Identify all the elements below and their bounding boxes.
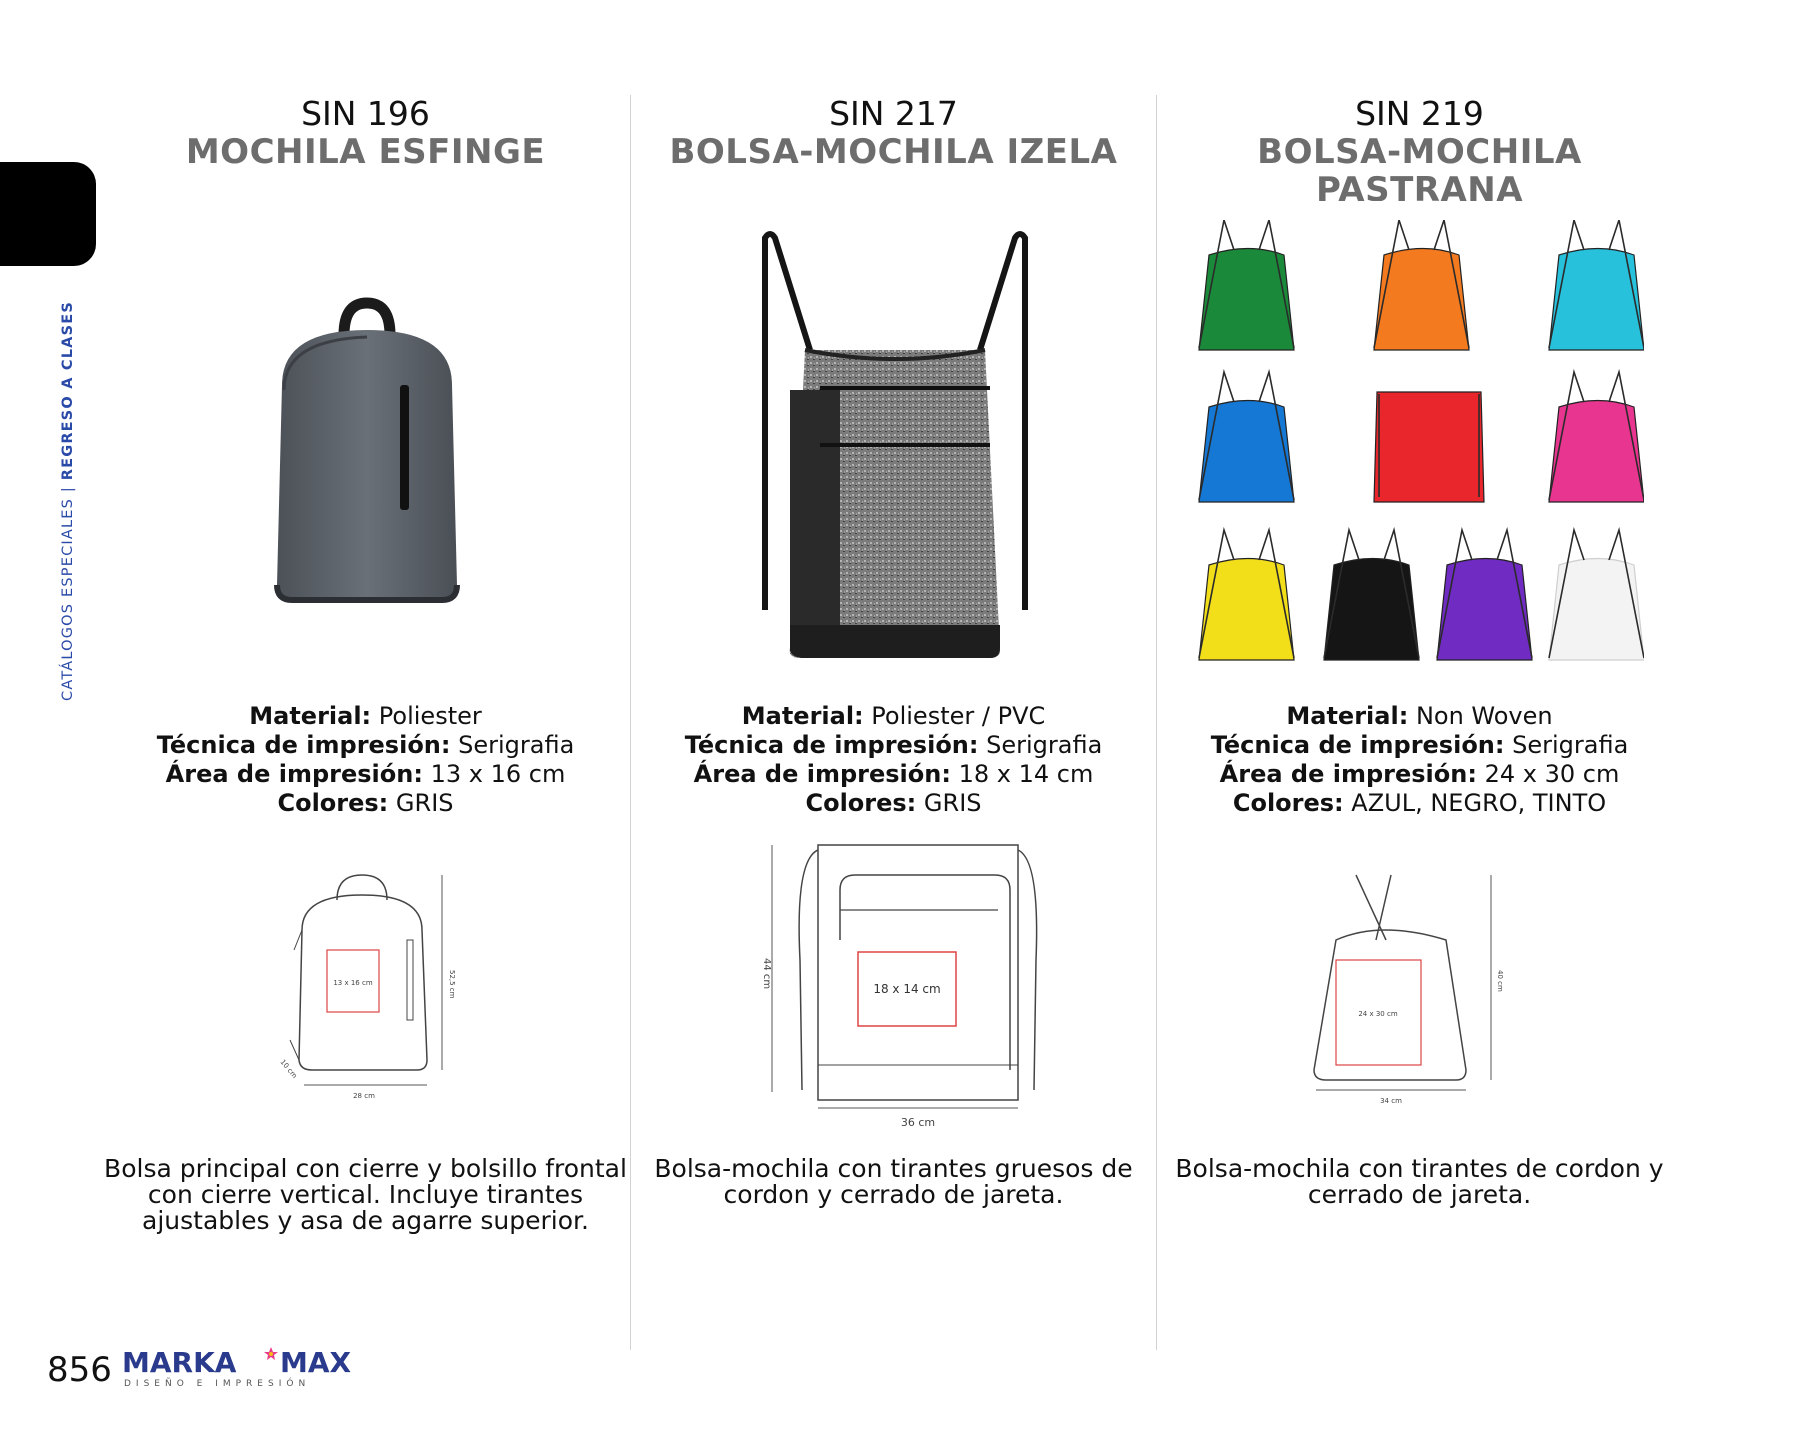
product-name: BOLSA-MOCHILA IZELA [669, 132, 1118, 172]
spec-technique: Técnica de impresión: Serigrafia [1210, 731, 1629, 759]
diagram-depth-label: 10 cm [278, 1058, 299, 1080]
spec-material: Material: Non Woven [1286, 702, 1553, 730]
color-swatch-bag [1324, 530, 1419, 660]
color-swatch-bag [1374, 220, 1469, 350]
logo-star-icon [264, 1347, 278, 1360]
color-swatch-bag [1549, 372, 1644, 502]
section-label [60, 301, 76, 701]
product-description: Bolsa principal con cierre y bolsillo frontal con cierre vertical. Incluye tirantes ajustables y asa de agarre superior. [104, 1154, 627, 1235]
product-code: SIN 219 [1355, 94, 1484, 133]
product-photo-drawstring-bag [750, 230, 1040, 660]
product-specs [630, 702, 1157, 818]
diagram-area-label: 18 x 14 cm [873, 982, 941, 996]
dimension-diagram [272, 870, 472, 1110]
diagram-height-label: 40 cm [1496, 970, 1504, 992]
spec-colors: Colores: GRIS [277, 789, 454, 817]
color-swatch-bag [1199, 220, 1294, 350]
diagram-height-label: 44 cm [761, 958, 772, 990]
diagram-area-label: 24 x 30 cm [1358, 1010, 1398, 1018]
logo-text-max: MAX [280, 1346, 352, 1379]
diagram-area-label: 13 x 16 cm [333, 979, 373, 987]
spec-technique: Técnica de impresión: Serigrafia [156, 731, 575, 759]
spec-area: Área de impresión: 13 x 16 cm [165, 760, 566, 788]
color-swatch-bag [1437, 530, 1532, 660]
page-number: 856 [47, 1350, 112, 1390]
product-color-swatches [1194, 220, 1644, 670]
section-tab [0, 162, 96, 266]
product-description: Bolsa-mochila con tirantes gruesos de cordon y cerrado de jareta. [654, 1154, 1133, 1209]
dimension-diagram [1306, 870, 1536, 1110]
color-swatch-bag [1549, 220, 1644, 350]
product-name: BOLSA-MOCHILA PASTRANA [1257, 133, 1582, 201]
color-swatch-bag [1199, 372, 1294, 502]
product-code: SIN 196 [301, 94, 430, 133]
section-name: REGRESO A CLASES [60, 301, 76, 481]
color-swatch-bag [1199, 530, 1294, 660]
spec-material: Material: Poliester / PVC [741, 702, 1046, 730]
product-card-sin-219 [1156, 0, 1683, 1340]
spec-colors: Colores: GRIS [805, 789, 982, 817]
diagram-width-label: 34 cm [1380, 1097, 1402, 1105]
product-name: MOCHILA ESFINGE [185, 132, 546, 172]
product-code: SIN 217 [829, 94, 958, 133]
diagram-width-label: 28 cm [353, 1092, 375, 1100]
diagram-width-label: 36 cm [900, 1116, 936, 1129]
spec-technique: Técnica de impresión: Serigrafia [684, 731, 1103, 759]
diagram-height-label: 52,5 cm [448, 970, 456, 999]
product-specs [102, 702, 629, 818]
product-photo-backpack [262, 295, 472, 610]
product-specs [1156, 702, 1683, 818]
spec-area: Área de impresión: 18 x 14 cm [693, 760, 1094, 788]
logo-tagline: DISEÑO E IMPRESIÓN [124, 1379, 311, 1388]
logo-text-marka: MARKA [122, 1346, 237, 1379]
spec-colors: Colores: AZUL, NEGRO, TINTO [1232, 789, 1607, 817]
color-swatch-bag [1549, 530, 1644, 660]
product-card-sin-217 [630, 0, 1157, 1340]
product-card-sin-196 [102, 0, 629, 1340]
color-swatch-bag [1374, 392, 1484, 502]
spec-material: Material: Poliester [249, 702, 482, 730]
spec-area: Área de impresión: 24 x 30 cm [1219, 760, 1620, 788]
dimension-diagram [740, 840, 1040, 1130]
product-description: Bolsa-mochila con tirantes de cordon y cerrado de jareta. [1175, 1154, 1664, 1209]
catalog-label: CATÁLOGOS ESPECIALES | [60, 480, 76, 701]
brand-logo [122, 1346, 372, 1388]
